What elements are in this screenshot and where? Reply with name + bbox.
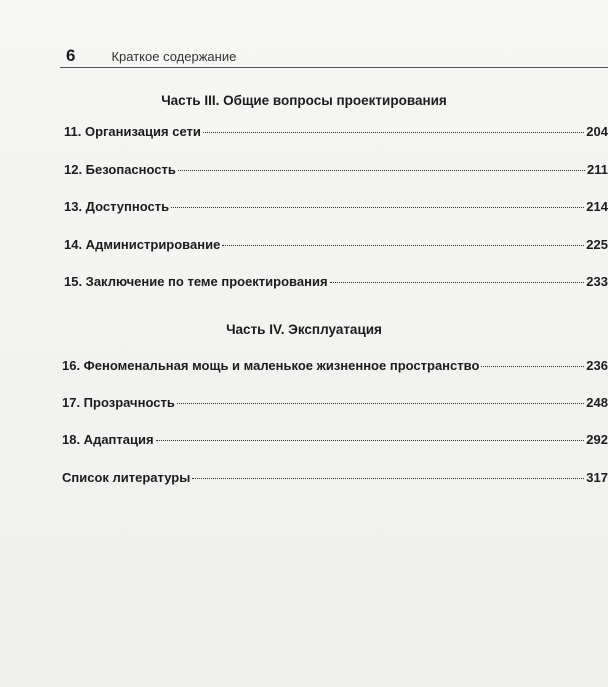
entry-page: 211: [587, 162, 608, 177]
entry-label: 11. Организация сети: [64, 124, 201, 139]
running-title: Краткое содержание: [111, 49, 237, 64]
part-title: Часть III. Общие вопросы проектирования: [161, 93, 447, 108]
toc-entry[interactable]: [64, 124, 608, 139]
entry-label: 15. Заключение по теме проектирования: [64, 274, 328, 289]
entry-page: 204: [586, 124, 608, 139]
page-header: [66, 46, 586, 66]
entry-label: 18. Адаптация: [62, 432, 154, 447]
entry-page: 233: [586, 274, 608, 289]
entry-label: 12. Безопасность: [64, 162, 176, 177]
entry-page: 248: [586, 395, 608, 410]
entry-label: 17. Прозрачность: [62, 395, 175, 410]
header-rule: [60, 67, 608, 68]
entry-label: 13. Доступность: [64, 199, 170, 214]
entry-label: 14. Администрирование: [64, 237, 221, 252]
part-title: Часть IV. Эксплуатация: [226, 322, 382, 337]
page-number: 6: [66, 46, 76, 65]
entry-page: 236: [586, 358, 608, 373]
dot-leader: [192, 478, 584, 479]
dot-leader: [178, 170, 585, 171]
dot-leader: [171, 207, 584, 208]
entry-page: 225: [586, 237, 608, 252]
entry-label: Список литературы: [62, 470, 191, 485]
dot-leader: [156, 440, 585, 441]
entry-page: 292: [586, 432, 608, 447]
dot-leader: [177, 403, 584, 404]
toc-entry[interactable]: [64, 237, 608, 252]
dot-leader: [203, 132, 584, 133]
entry-page: 317: [586, 470, 608, 485]
toc-entry-bibliography[interactable]: [62, 470, 608, 485]
dot-leader: [481, 366, 584, 367]
toc-entry[interactable]: [62, 358, 608, 373]
toc-entry[interactable]: [64, 162, 608, 177]
entry-page: 214: [586, 199, 608, 214]
toc-entry[interactable]: [64, 274, 608, 289]
toc-entry[interactable]: [62, 432, 608, 447]
dot-leader: [330, 282, 585, 283]
dot-leader: [222, 245, 584, 246]
entry-label: 16. Феноменальная мощь и маленькое жизненное пространство: [62, 358, 480, 373]
toc-entry[interactable]: [62, 395, 608, 410]
toc-entry[interactable]: [64, 199, 608, 214]
